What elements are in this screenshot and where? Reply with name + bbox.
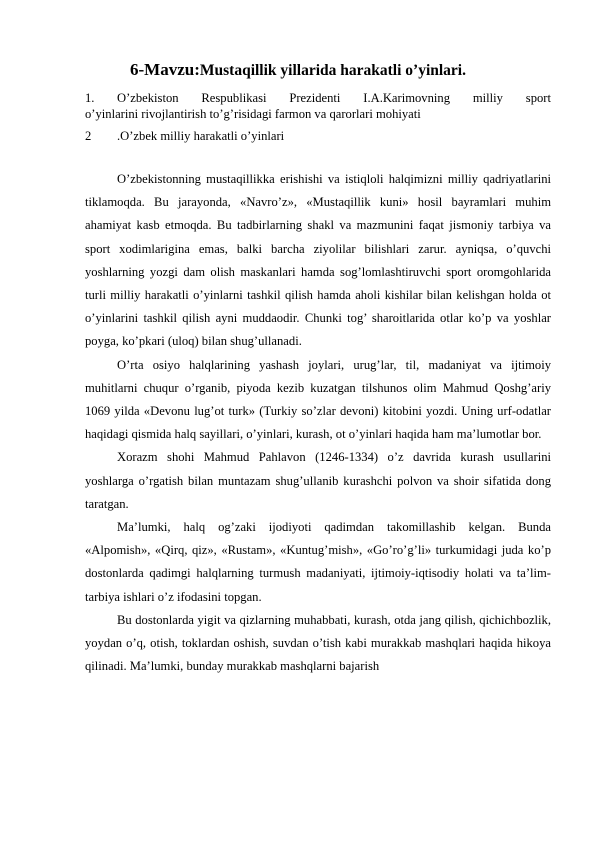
toc-item-2-number: 2 <box>85 129 92 143</box>
title-text: Mustaqillik yillarida harakatli o’yinlari. <box>199 62 466 79</box>
paragraph: Bu dostonlarda yigit va qizlarning muhabbati, kurash, otda jang qilish, qichichbozlik, yoydan o’q, otish, toklardan oshish, suvdan o’tish kabi murakkab mashqlari haqida hikoya qilinadi. Ma’lumki, bunday murakkab mashqlarni bajarish <box>85 612 551 674</box>
body-text <box>85 168 551 678</box>
paragraph: O’rta osiyo halqlarining yashash joylari, urug’lar, til, madaniyat va ijtimoiy muhitlarni chuqur o’rganib, piyoda kezib kuzatgan tilshunos olim Mahmud Qoshg’ariy 1069 yilda «Devonu lug’ot turk» (Turkiy so’zlar devoni) kitobini yozdi. Uning urf-odatlar haqidagi qismida halq sayillari, o’yinlari, kurash, ot o’yinlari haqida ham ma’lumotlar bor. <box>85 357 551 442</box>
toc-item-1 <box>85 90 551 122</box>
toc-item-1-text: O’zbekiston Respublikasi Prezidenti I.A.Karimovning milliy sport <box>117 91 551 105</box>
paragraph: O’zbekistonning mustaqillikka erishishi va istiqloli halqimizni milliy qadriyatlarini tiklamoqda. Bu jarayonda, «Navro’z», «Mustaqillik kuni» hosil bayramlari muhim ahamiyat kasb etmoqda. Bu tadbirlarning shakl va mazmunini faqat jismoniy tarbiya va sport xodimlarigina emas, balki barcha ziyolilar bilishlari zarur. ayniqsa, o’quvchi yoshlarning yozgi dam olish maskanlari hamda sog’lomlashtiruvchi sport oromgohlarida turli milliy harakatli o’yinlarni tashkil qilish hamda aholi kishilar bilan kelishgan holda ot o’yinlarini tashkil qilish ayni muddaodir. Chunki tog’ sharoitlarida otlar ko’p va yoshlar poyga, ko’pkari (uloq) bilan shug’ullanadi. <box>85 172 551 349</box>
toc-item-2-text: .O’zbek milliy harakatli o’yinlari <box>117 129 285 143</box>
toc-item-1-number: 1. <box>85 91 95 105</box>
title-prefix: 6-Mavzu: <box>130 60 200 79</box>
toc-item-1-line-1 <box>85 90 551 106</box>
paragraph: Ma’lumki, halq og’zaki ijodiyoti qadimdan takomillashib kelgan. Bunda «Alpomish», «Qirq, qiz», «Rustam», «Kuntug’mish», «Go’ro’g’li» turkumidagi juda ko’p dostonlarda qadimgi halqlarning turmush madaniyati, ijtimoiy-iqtisodiy holati va ta’lim-tarbiya ishlari o’z ifodasini topgan. <box>85 520 551 604</box>
paragraph: Xorazm shohi Mahmud Pahlavon (1246-1334) o’z davrida kurash usullarini yoshlarga o’rgatish bilan muntazam shug’ullanib kurashchi polvon va shoir sifatida dong taratgan. <box>85 450 551 511</box>
toc-item-2 <box>85 128 551 144</box>
toc-item-1-line-2: o’yinlarini rivojlantirish to’g’risidagi farmon va qarorlari mohiyati <box>85 107 421 121</box>
page-title <box>0 60 596 81</box>
